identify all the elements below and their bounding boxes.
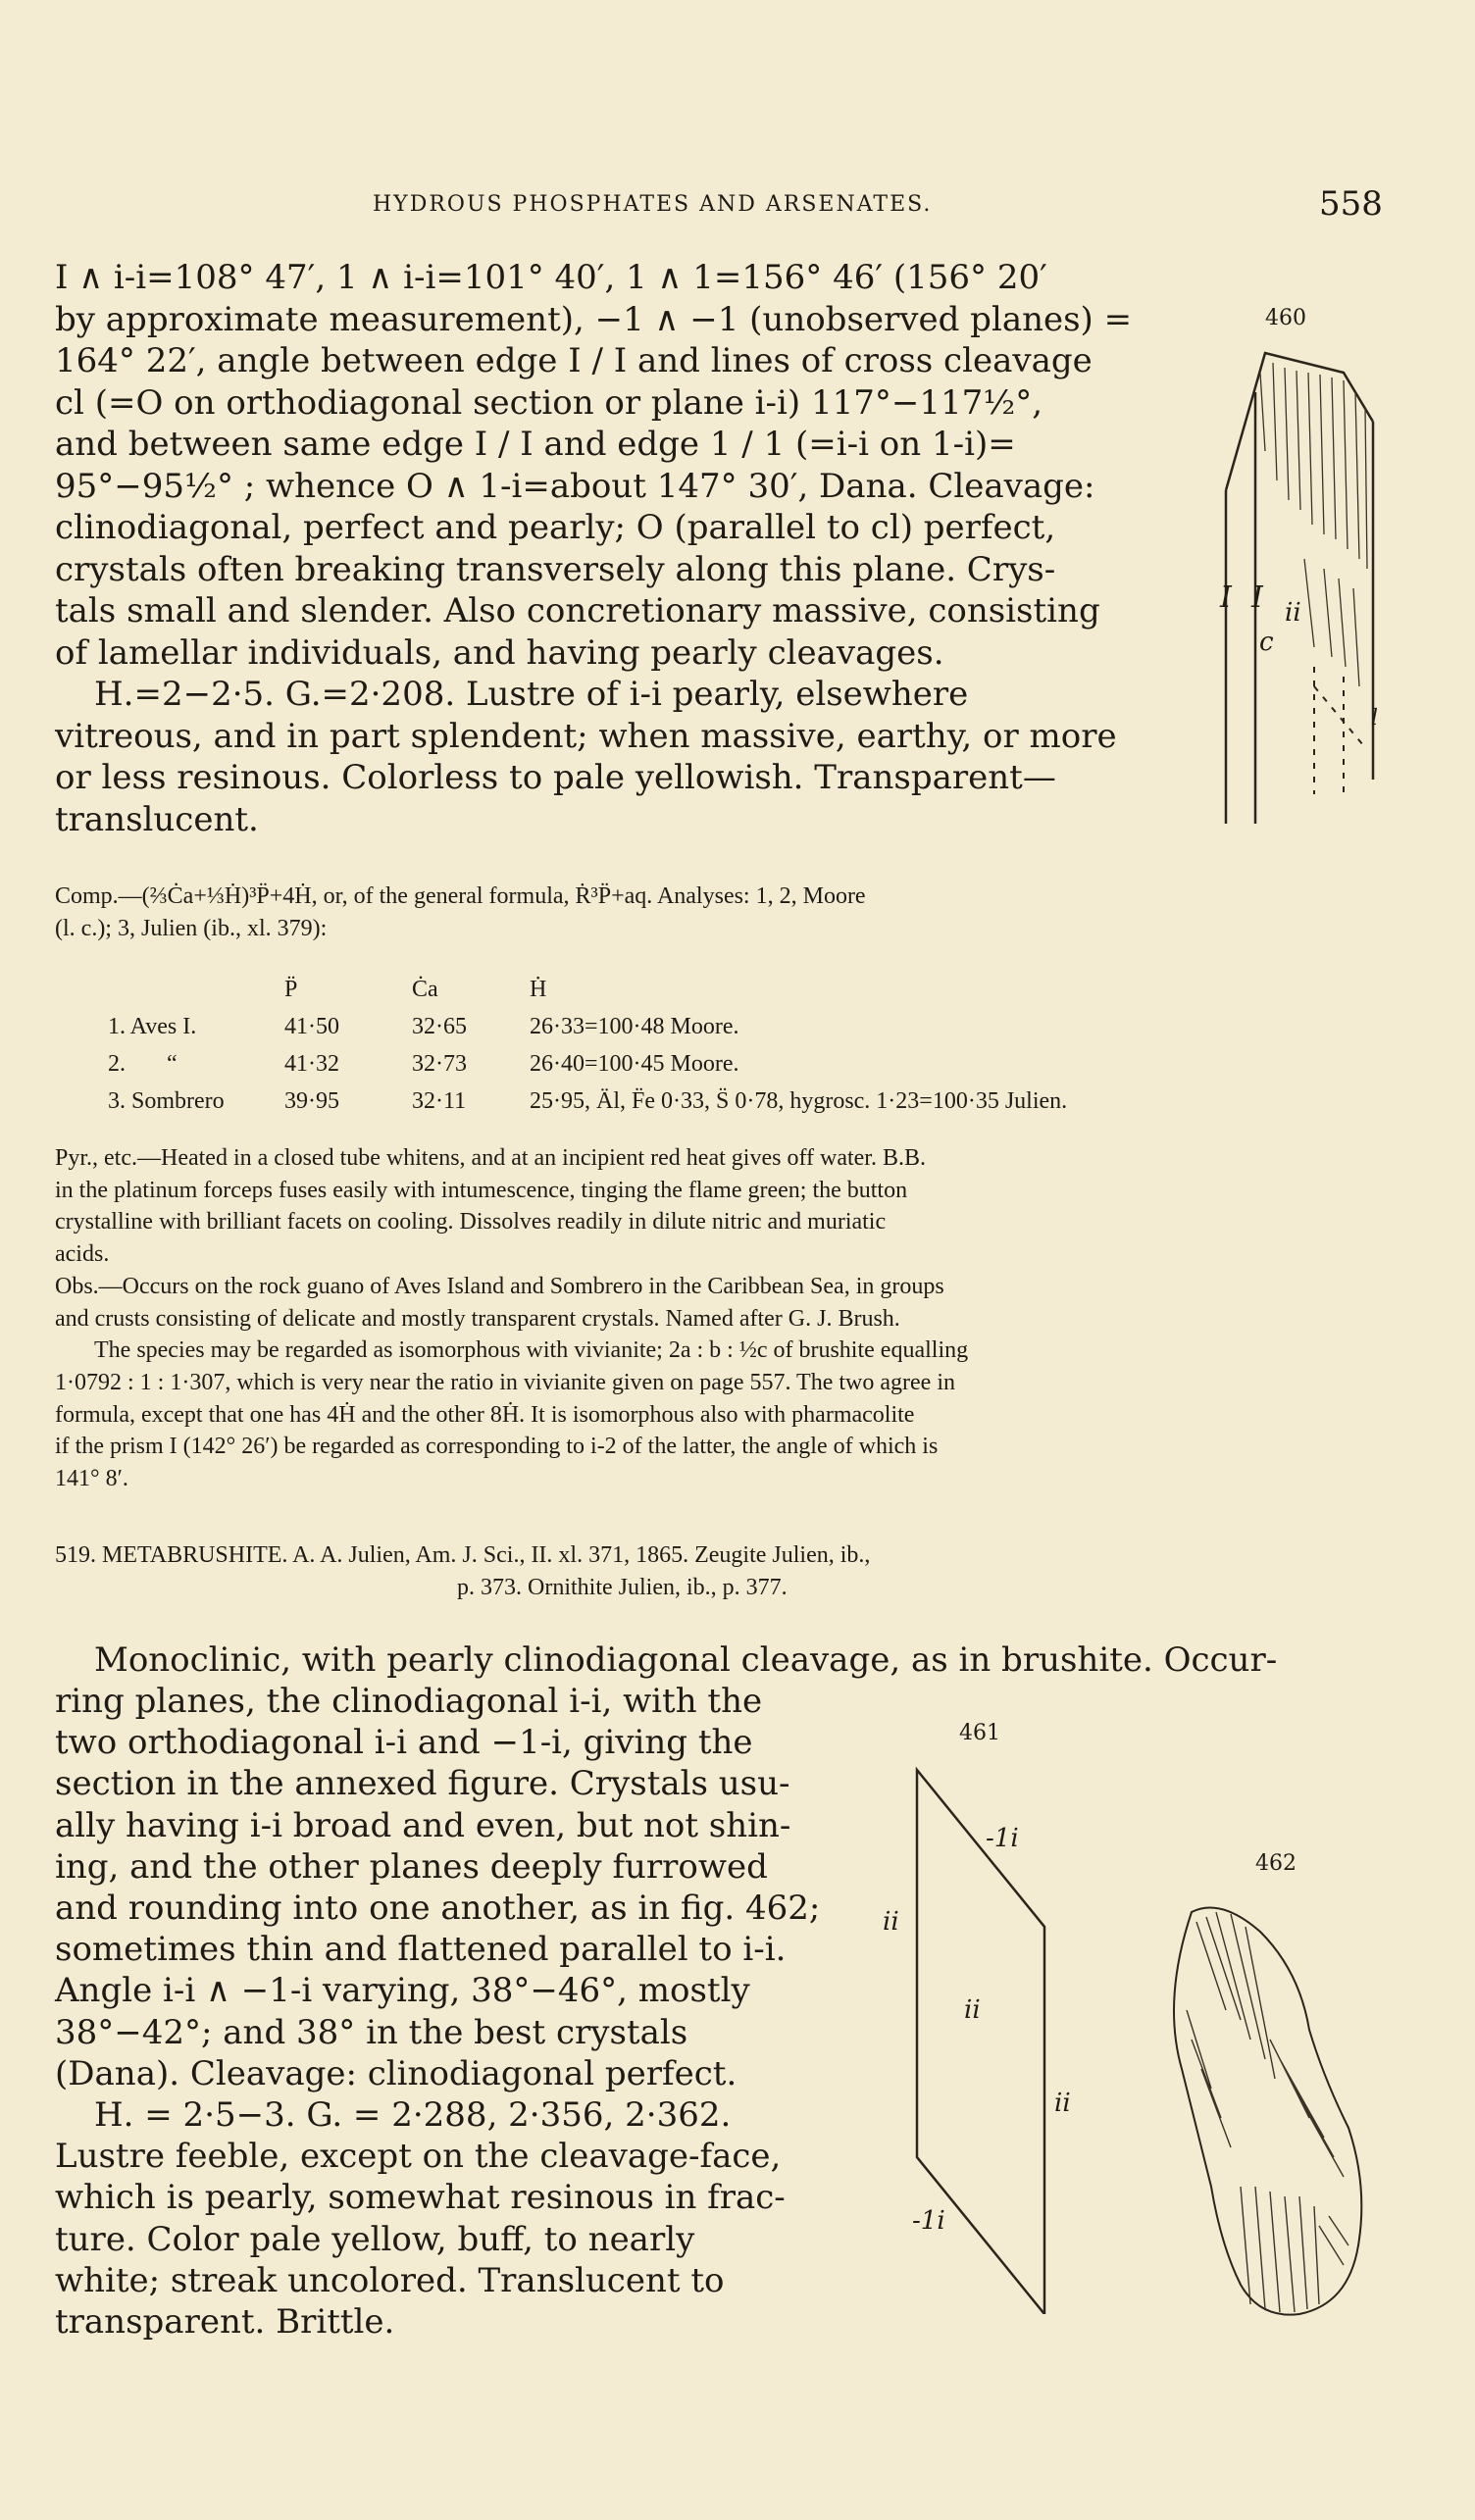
- figure-461-label: -1i: [986, 1824, 1019, 1853]
- text-line: section in the annexed figure. Crystals usu-: [55, 1764, 790, 1804]
- text-line: ture. Color pale yellow, buff, to nearly: [55, 2219, 695, 2259]
- pyr-line: in the platinum forceps fuses easily with intumescence, tinging the flame green; the button: [55, 1177, 908, 1203]
- metabrushite-description: [55, 1681, 839, 2343]
- text-line: crystals often breaking transversely along this plane. Crys-: [55, 549, 1056, 589]
- figure-460-label: c: [1259, 628, 1274, 657]
- text-line: cl (=O on orthodiagonal section or plane i-i) 117°−117½°,: [55, 382, 1043, 423]
- text-line: or less resinous. Colorless to pale yellowish. Transparent—: [55, 758, 1056, 797]
- table-cell: 32·65: [412, 1013, 467, 1039]
- text-line: Angle i-i ∧ −1-i varying, 38°−46°, mostly: [55, 1971, 750, 2011]
- table-row: [108, 1045, 1067, 1083]
- text-line: transparent. Brittle.: [55, 2302, 395, 2343]
- table-cell: 1. Aves I.: [108, 1013, 197, 1039]
- text-line: 164° 22′, angle between edge I / I and lines of cross cleavage: [55, 341, 1093, 380]
- figure-460-label: l: [1371, 706, 1379, 731]
- text-line: (Dana). Cleavage: clinodiagonal perfect.: [55, 2053, 738, 2093]
- table-cell: 41·32: [284, 1050, 339, 1077]
- species-note-line: 141° 8′.: [55, 1466, 128, 1492]
- entry-line: 519. METABRUSHITE. A. A. Julien, Am. J. Sci., II. xl. 371, 1865. Zeugite Julien, ib.,: [55, 1542, 871, 1568]
- table-cell: 25·95, Äl, F̈e 0·33, S̈ 0·78, hygrosc. 1·23=100·35 Julien.: [530, 1087, 1068, 1114]
- column-header: Ċa: [412, 976, 438, 1002]
- analyses-table: [108, 971, 1067, 1120]
- text-line: H.=2−2·5. G.=2·208. Lustre of i-i pearly, elsewhere: [94, 675, 969, 714]
- column-header: Ḣ: [530, 976, 547, 1002]
- page-number: 558: [1319, 184, 1383, 224]
- metabrushite-first-line: [55, 1639, 1300, 1681]
- figure-460-number: 460: [1265, 306, 1306, 330]
- pyr-line: Pyr., etc.—Heated in a closed tube whitens, and at an incipient red heat gives off water. B.B.: [55, 1145, 926, 1171]
- text-line: Lustre feeble, except on the cleavage-face,: [55, 2137, 782, 2177]
- figure-460-label: I: [1251, 580, 1263, 615]
- text-line: 38°−42°; and 38° in the best crystals: [55, 2012, 688, 2052]
- entry-line: p. 373. Ornithite Julien, ib., p. 377.: [457, 1574, 788, 1600]
- text-line: translucent.: [55, 799, 259, 839]
- running-head: HYDROUS PHOSPHATES AND ARSENATES.: [373, 192, 933, 217]
- table-cell: 39·95: [284, 1087, 339, 1114]
- table-cell: 26·40=100·45 Moore.: [530, 1050, 739, 1077]
- text-line: tals small and slender. Also concretionary massive, consisting: [55, 591, 1100, 630]
- column-header: P̈: [284, 976, 298, 1002]
- text-line: ring planes, the clinodiagonal i-i, with the: [55, 1682, 763, 1721]
- text-line: (l. c.); 3, Julien (ib., xl. 379):: [55, 915, 328, 941]
- figure-460-crystal: [1206, 333, 1383, 833]
- pyr-line: crystalline with brilliant facets on cooling. Dissolves readily in dilute nitric and muriatic: [55, 1209, 887, 1235]
- text-line: ing, and the other planes deeply furrowed: [55, 1846, 768, 1887]
- table-cell: 3. Sombrero: [108, 1087, 225, 1114]
- table-header-row: [108, 971, 1067, 1008]
- species-note-line: formula, except that one has 4Ḣ and the other 8Ḣ. It is isomorphous also with pharmacolite: [55, 1401, 915, 1428]
- table-cell: 32·73: [412, 1050, 467, 1077]
- text-line: white; streak uncolored. Translucent to: [55, 2260, 725, 2300]
- brushite-description: [55, 257, 1183, 840]
- composition-paragraph: [55, 881, 1369, 944]
- table-cell: 41·50: [284, 1013, 339, 1039]
- species-note-line: 1·0792 : 1 : 1·307, which is very near the ratio in vivianite given on page 557. The two agree in: [55, 1369, 955, 1395]
- figure-461-label: ii: [1054, 2089, 1071, 2118]
- text-line: ally having i-i broad and even, but not shin-: [55, 1805, 791, 1845]
- species-entry-heading: [55, 1539, 1379, 1603]
- figure-461-label: ii: [883, 1907, 899, 1937]
- column-header: [108, 971, 284, 1008]
- text-line: by approximate measurement), −1 ∧ −1 (unobserved planes) =: [55, 299, 1133, 339]
- obs-line: and crusts consisting of delicate and mostly transparent crystals. Named after G. J. Brush.: [55, 1305, 900, 1332]
- table-cell: 2. “: [108, 1050, 178, 1077]
- text-line: Comp.—(⅔Ċa+⅓Ḣ)³P̈+4Ḣ, or, of the general formula, Ṙ³P̈+aq. Analyses: 1, 2, Moore: [55, 883, 866, 909]
- table-cell: 26·33=100·48 Moore.: [530, 1013, 739, 1039]
- text-line: sometimes thin and flattened parallel to i-i.: [55, 1930, 787, 1970]
- pyr-line: acids.: [55, 1241, 110, 1268]
- notes-section: [55, 1142, 1369, 1495]
- text-line: I ∧ i-i=108° 47′, 1 ∧ i-i=101° 40′, 1 ∧ 1=156° 46′ (156° 20′: [55, 258, 1047, 297]
- figure-461-label: -1i: [912, 2206, 945, 2236]
- figure-460-label: I: [1220, 580, 1232, 615]
- figure-462-crystal-group: [1152, 1892, 1388, 2324]
- table-cell: 32·11: [412, 1087, 467, 1114]
- species-note-line: if the prism I (142° 26′) be regarded as corresponding to i-2 of the latter, the angle of which is: [55, 1434, 939, 1460]
- figure-462-number: 462: [1255, 1851, 1297, 1876]
- text-line: Monoclinic, with pearly clinodiagonal cleavage, as in brushite. Occur-: [94, 1640, 1278, 1680]
- table-row: [108, 1083, 1067, 1120]
- species-note-line: The species may be regarded as isomorphous with vivianite; 2a : b : ½c of brushite equalling: [94, 1337, 969, 1364]
- text-line: vitreous, and in part splendent; when massive, earthy, or more: [55, 716, 1117, 756]
- text-line: H. = 2·5−3. G. = 2·288, 2·356, 2·362.: [94, 2095, 732, 2136]
- text-line: 95°−95½° ; whence O ∧ 1-i=about 147° 30′, Dana. Cleavage:: [55, 466, 1095, 506]
- text-line: of lamellar individuals, and having pearly cleavages.: [55, 632, 944, 673]
- text-line: clinodiagonal, perfect and pearly; O (parallel to cl) perfect,: [55, 508, 1056, 547]
- figure-461-number: 461: [959, 1721, 1000, 1745]
- text-line: and rounding into one another, as in fig. 462;: [55, 1889, 821, 1929]
- text-line: two orthodiagonal i-i and −1-i, giving the: [55, 1723, 753, 1763]
- text-line: and between same edge I / I and edge 1 / 1 (=i-i on 1-i)=: [55, 425, 1016, 464]
- table-row: [108, 1008, 1067, 1045]
- figure-461-label: ii: [964, 1995, 981, 2025]
- obs-line: Obs.—Occurs on the rock guano of Aves Island and Sombrero in the Caribbean Sea, in groups: [55, 1273, 944, 1299]
- text-line: which is pearly, somewhat resinous in frac-: [55, 2178, 786, 2218]
- figure-460-label: ii: [1285, 598, 1301, 628]
